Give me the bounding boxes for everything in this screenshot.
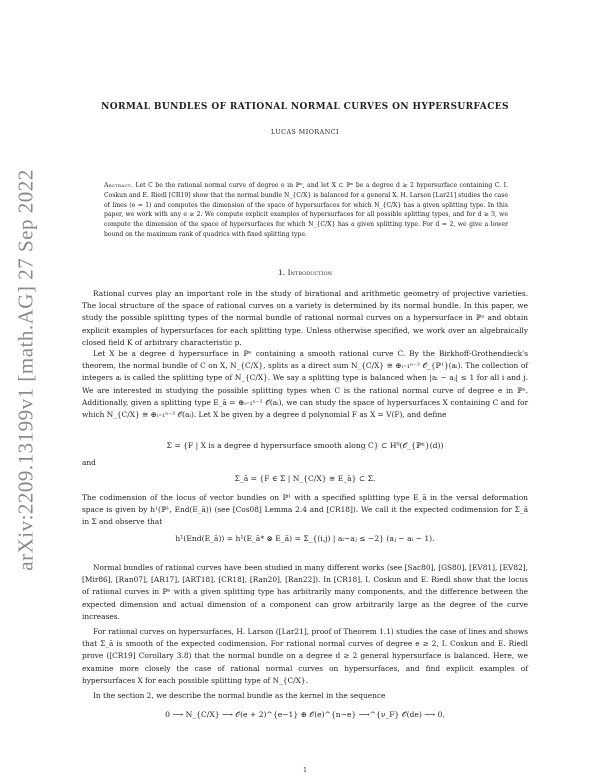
- section-heading: [82, 268, 528, 277]
- intro-paragraph-6: In the section 2, we describe the normal bundle as the kernel in the sequence: [93, 691, 386, 700]
- page-number: 1: [303, 767, 307, 774]
- intro-paragraph-4: Normal bundles of rational curves have been studied in many different works (see [Sac80], [GS80], [EV81], [EV82], [Mir86], [Ran07], [AR17], [ART18], [CR18], [Ran20], [Ran22]). In [CR18], I. Coskun and E. Riedl show that the locus of rational curves in ℙⁿ with a given splitting type has arbitrarily many components, and the difference between the expected dimension and actual dimension of a component can grow arbitrarily large as the degree of the curve increases.: [82, 563, 528, 621]
- equation-exact-sequence: 0 ⟶ N_{C/X} ⟶ 𝒪(e + 2)^{e−1} ⊕ 𝒪(e)^{n−e} ⟶^{ν_F} 𝒪(de) ⟶ 0,: [165, 710, 445, 719]
- paper-title: NORMAL BUNDLES OF RATIONAL NORMAL CURVES ON HYPERSURFACES: [101, 102, 509, 112]
- intro-paragraph-2: Let X be a degree d hypersurface in ℙⁿ containing a smooth rational curve C. By the Birkhoff-Grothendieck's theorem, the normal bundle of C on X, N_{C/X}, splits as a direct sum N_{C/X} ≅ ⊕ᵢ₌₁ⁿ⁻² 𝒪_{ℙ¹}(aᵢ). The collection of integers aᵢ is called the splitting type of N_{C/X}. We say a splitting type is balanced when |aᵢ − aⱼ| ≤ 1 for all i and j. We are interested in studying the possible splitting types when C is the rational normal curve of degree e in ℙⁿ. Additionally, given a splitting type E_ā = ⊕ᵢ₌₁ⁿ⁻² 𝒪(aᵢ), we can study the space of hypersurfaces X containing C and for which N_{C/X} ≅ ⊕ᵢ₌₁ⁿ⁻² 𝒪(aᵢ). Let X be given by a degree d polynomial F as X = V(F), and define: [82, 349, 528, 420]
- abstract: [104, 181, 508, 240]
- section-number: 1.: [278, 268, 286, 277]
- equation-sigma: Σ = {F | X is a degree d hypersurface smooth along C} ⊂ H⁰(𝒪_{ℙⁿ}(d)): [166, 441, 444, 450]
- and-word: and: [82, 458, 96, 467]
- arxiv-sidebar: [6, 120, 46, 620]
- intro-paragraph-5: For rational curves on hypersurfaces, H. Larson ([Lar21], proof of Theorem 1.1) studies the case of lines and shows that Σ_ā is smooth of the expected codimension. For rational normal curves of degree e ≥ 2, I. Coskun and E. Riedl prove ([CR19] Corollary 3.8) that the normal bundle on a degree d ≥ 2 general hypersurface is balanced. Here, we examine more closely the case of rational normal curves on hypersurfaces, and find explicit examples of hypersurfaces X for each possible splitting type of N_{C/X}.: [82, 627, 528, 685]
- section-title: Introduction: [287, 268, 332, 277]
- abstract-text: Let C be the rational normal curve of degree e in ℙⁿ, and let X ⊂ ℙⁿ be a degree d ≥ 2 hypersurface containing C. I. Coskun and E. Riedl [CR19] show that the normal bundle N_{C/X} is balanced for a general X. H. Larson [Lar21] studies the case of lines (e = 1) and computes the dimension of the space of hypersurfaces for which N_{C/X} has a given splitting type. In this paper, we work with any e ≥ 2. We compute explicit examples of hypersurfaces for all possible splitting types, and for d ≥ 3, we compute the dimension of the space of hypersurfaces for which N_{C/X} has a given splitting type. For d = 2, we give a lower bound on the maximum rank of quadrics with fixed splitting type.: [104, 182, 509, 238]
- abstract-heading: Abstract.: [104, 182, 134, 189]
- equation-h1-end: h¹(End(E_ā)) = h¹(E_ā* ⊗ E_ā) = Σ_{(i,j) | aᵢ−aⱼ ≤ −2} (aⱼ − aᵢ − 1).: [175, 534, 435, 543]
- intro-paragraph-1: Rational curves play an important role in the study of birational and arithmetic geometry of projective varieties. The local structure of the space of rational curves on a variety is determined by its normal bundle. In this paper, we study the possible splitting types of the normal bundle of rational normal curves on a hypersurface in ℙⁿ and obtain explicit examples of hypersurfaces for each splitting type. Unless otherwise specified, we work over an algebraically closed field K of arbitrary characteristic p.: [82, 289, 528, 347]
- intro-paragraph-3: The codimension of the locus of vector bundles on ℙ¹ with a specified splitting type E_ā in the versal deformation space is given by h¹(ℙ¹, End(E_ā)) (see [Cos08] Lemma 2.4 and [CR18]). We call it the expected codimension for Σ_ā in Σ and observe that: [82, 493, 528, 527]
- arxiv-identifier: arXiv:2209.13199v1 [math.AG] 27 Sep 2022: [13, 169, 38, 571]
- equation-sigma-a: Σ_ā = {F ∈ Σ | N_{C/X} ≅ E_ā} ⊂ Σ.: [234, 474, 376, 483]
- paper-author: LUCAS MIORANCI: [270, 129, 340, 136]
